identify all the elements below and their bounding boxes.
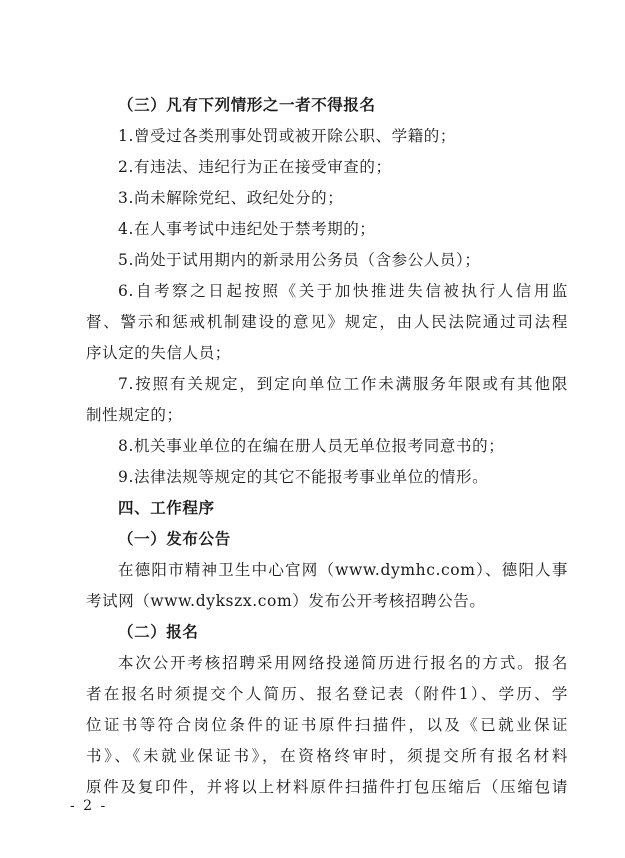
subsection2-line-3: 位证书等符合岗位条件的证书原件扫描件，以及《已就业保证 [86, 716, 568, 734]
page-number: - 2 - [70, 798, 108, 814]
list-item-6-line-3: 序认定的失信人员； [86, 344, 231, 362]
subsection2-line-2: 者在报名时须提交个人简历、报名登记表（附件1）、学历、学 [86, 685, 568, 703]
subsection1-line-2: 考试网（www.dykszx.com）发布公开考核招聘公告。 [86, 592, 486, 610]
list-item-3: 3.尚未解除党纪、政纪处分的； [118, 189, 344, 207]
list-item-5: 5.尚处于试用期内的新录用公务员（含参公人员）； [118, 251, 481, 269]
subsection2-line-5: 原件及复印件，并将以上材料原件扫描件打包压缩后（压缩包请 [86, 778, 568, 796]
subsection1-heading: （一）发布公告 [118, 530, 231, 548]
list-item-6-line-1: 6.自考察之日起按照《关于加快推进失信被执行人信用监 [118, 282, 568, 300]
subsection2-line-4: 书》、《未就业保证书》，在资格终审时，须提交所有报名材料 [86, 747, 568, 765]
section3-heading: （三）凡有下列情形之一者不得报名 [118, 96, 376, 114]
subsection2-heading: （二）报名 [118, 623, 199, 641]
section4-heading: 四、工作程序 [118, 499, 215, 517]
list-item-1: 1.曾受过各类刑事处罚或被开除公职、学籍的； [118, 127, 456, 145]
list-item-2: 2.有违法、违纪行为正在接受审查的； [118, 158, 392, 176]
list-item-7-line-2: 制性规定的； [86, 406, 183, 424]
list-item-4: 4.在人事考试中违纪处于禁考期的； [118, 220, 376, 238]
list-item-9: 9.法律法规等规定的其它不能报考事业单位的情形。 [118, 468, 489, 486]
subsection1-line-1: 在德阳市精神卫生中心官网（www.dymhc.com）、德阳人事 [118, 561, 568, 579]
list-item-7-line-1: 7.按照有关规定，到定向单位工作未满服务年限或有其他限 [118, 375, 568, 393]
list-item-8: 8.机关事业单位的在编在册人员无单位报考同意书的； [118, 437, 505, 455]
subsection2-line-1: 本次公开考核招聘采用网络投递简历进行报名的方式。报名 [118, 654, 568, 672]
list-item-6-line-2: 督、警示和惩戒机制建设的意见》规定，由人民法院通过司法程 [86, 313, 568, 331]
